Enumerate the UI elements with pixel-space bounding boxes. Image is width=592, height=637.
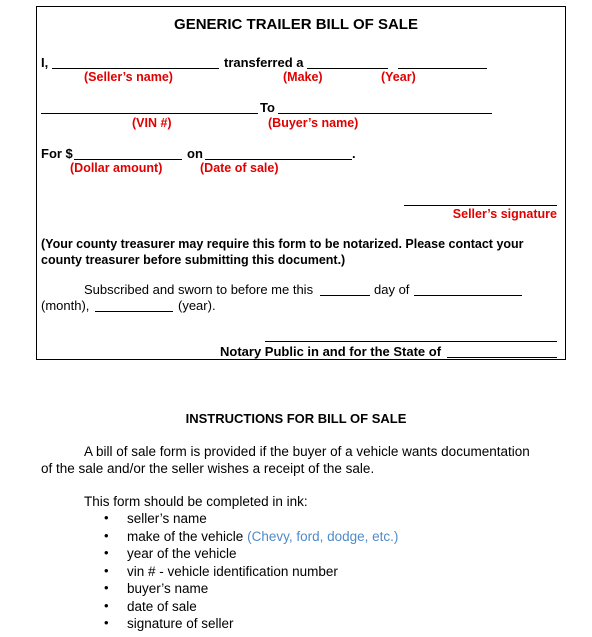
row1-transferred: transferred a	[224, 55, 304, 70]
sworn-day-field[interactable]	[320, 295, 370, 296]
notary-state-field[interactable]	[447, 357, 557, 358]
instructions-para2: This form should be completed in ink:	[84, 494, 308, 509]
row1-prefix: I,	[41, 55, 49, 70]
list-item	[127, 528, 398, 545]
list-item-text: make of the vehicle	[127, 529, 244, 544]
list-item: seller’s name	[127, 511, 207, 526]
row3-period: .	[352, 146, 356, 161]
bullet-icon: •	[104, 510, 109, 525]
seller-name-label: (Seller’s name)	[84, 70, 173, 84]
year-label: (Year)	[381, 70, 416, 84]
list-item: vin # - vehicle identification number	[127, 564, 338, 579]
list-item: signature of seller	[127, 616, 234, 631]
bullet-icon: •	[104, 528, 109, 543]
year-field[interactable]	[398, 68, 487, 69]
sworn-year-field[interactable]	[95, 311, 173, 312]
form-title: GENERIC TRAILER BILL OF SALE	[174, 16, 418, 33]
vin-field[interactable]	[41, 113, 258, 114]
date-of-sale-field[interactable]	[205, 159, 352, 160]
sworn-text-3: (month),	[41, 298, 90, 313]
buyer-name-field[interactable]	[278, 113, 492, 114]
bullet-icon: •	[104, 615, 109, 630]
bullet-icon: •	[104, 545, 109, 560]
row3-for: For $	[41, 146, 73, 161]
list-item: year of the vehicle	[127, 546, 237, 561]
seller-name-field[interactable]	[52, 68, 219, 69]
instructions-para1-line2: of the sale and/or the seller wishes a receipt of the sale.	[41, 461, 375, 476]
bullet-icon: •	[104, 580, 109, 595]
sworn-text-1: Subscribed and sworn to before me this	[84, 282, 314, 297]
notary-signature-field[interactable]	[265, 341, 557, 342]
notarize-notice-line1: (Your county treasurer may require this form to be notarized. Please contact your	[41, 237, 524, 251]
dollar-amount-field[interactable]	[74, 159, 182, 160]
dollar-amount-label: (Dollar amount)	[70, 161, 163, 175]
instructions-para1-line1: A bill of sale form is provided if the buyer of a vehicle wants documentation	[84, 444, 530, 459]
sworn-month-field[interactable]	[414, 295, 522, 296]
sworn-text-2: day of	[374, 282, 410, 297]
seller-signature-label: Seller’s signature	[452, 207, 557, 221]
seller-signature-field[interactable]	[404, 205, 557, 206]
date-of-sale-label: (Date of sale)	[200, 161, 279, 175]
make-field[interactable]	[307, 68, 388, 69]
row3-on: on	[187, 146, 203, 161]
sworn-text-4: (year).	[178, 298, 216, 313]
notarize-notice-line2: county treasurer before submitting this document.)	[41, 253, 346, 267]
row2-to: To	[260, 100, 275, 115]
buyer-name-label: (Buyer’s name)	[268, 116, 359, 130]
list-item: buyer’s name	[127, 581, 209, 596]
bullet-icon: •	[104, 563, 109, 578]
instructions-heading: INSTRUCTIONS FOR BILL OF SALE	[185, 411, 407, 426]
vin-label: (VIN #)	[132, 116, 172, 130]
make-examples-note: (Chevy, ford, dodge, etc.)	[247, 529, 399, 544]
bullet-icon: •	[104, 598, 109, 613]
make-label: (Make)	[283, 70, 323, 84]
list-item: date of sale	[127, 599, 197, 614]
notary-text: Notary Public in and for the State of	[220, 344, 442, 359]
